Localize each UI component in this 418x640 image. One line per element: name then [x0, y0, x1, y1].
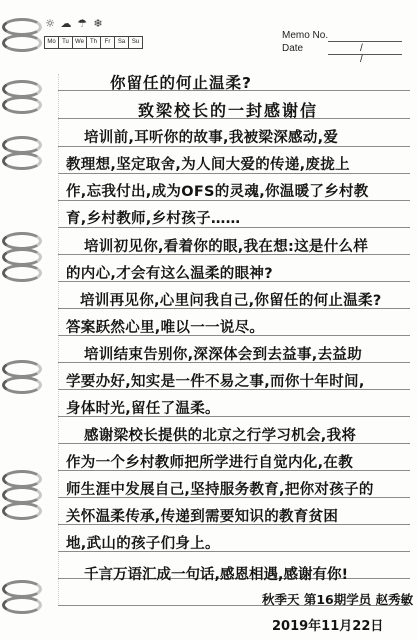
letter-line: 身体时光,留任了温柔。	[66, 401, 220, 417]
weekday-su: Su	[131, 39, 140, 45]
letter-line: 育,乡村教师,乡村孩子……	[66, 211, 241, 227]
letter-date: 2019年11月22日	[272, 619, 384, 634]
letter-line: 培训结束告别你,深深体会到去益事,去益助	[84, 347, 363, 363]
letter-title: 你留任的何止温柔?	[110, 74, 252, 92]
binder-ring	[2, 152, 42, 170]
weekday-we: We	[73, 37, 87, 48]
signature: 秋季天 第16期学员 赵秀敏	[262, 592, 414, 607]
sun-icon: ☼	[45, 17, 55, 30]
binder-ring	[2, 502, 42, 520]
letter-line: 作,忘我付出,成为OFS的灵魂,你温暖了乡村教	[66, 184, 369, 200]
letter-line: 感谢梁校长提供的北京之行学习机会,我将	[84, 428, 357, 444]
binder-ring	[2, 34, 42, 52]
binder-ring	[2, 96, 42, 114]
binder-ring	[2, 376, 42, 394]
memo-number-line	[328, 41, 402, 42]
memo-number-label: Memo No.	[282, 30, 329, 41]
letter-line: 答案跃然心里,唯以一一说尽。	[66, 320, 265, 336]
weekday-mo: Mo	[45, 37, 59, 48]
weekday-th: Th	[87, 37, 101, 48]
weekday-boxes	[44, 36, 143, 49]
weekday-fr: Fr	[101, 37, 115, 48]
date-label: Date	[282, 43, 304, 54]
letter-line: 培训前,耳听你的故事,我被梁深感动,爱	[84, 130, 339, 146]
letter-line: 关怀温柔传承,传递到需要知识的教育贫困	[66, 509, 339, 525]
letter-line: 地,武山的孩子们身上。	[66, 536, 220, 552]
letter-line: 培训初见你,看着你的眼,我在想:这是什么样	[84, 239, 369, 255]
date-row	[282, 43, 402, 65]
binder-ring	[2, 264, 42, 282]
letter-line: 作为一个乡村教师把所学进行自觉内化,在教	[66, 455, 354, 471]
letter-line: 学要办好,知实是一件不易之事,而你十年时间,	[66, 374, 365, 390]
letter-line: 的内心,才会有这么温柔的眼神?	[66, 266, 273, 282]
date-line	[328, 54, 402, 55]
snowflake-icon: ❄	[93, 17, 103, 30]
weekday-tu: Tu	[59, 37, 73, 48]
date-slashes: / /	[360, 43, 377, 65]
letter-line: 师生涯中发展自己,坚持服务教育,把你对孩子的	[66, 482, 374, 498]
weather-icons	[44, 18, 104, 30]
letter-subtitle: 致梁校长的一封感谢信	[138, 101, 319, 120]
memo-header	[282, 30, 402, 65]
cloud-icon: ☁	[60, 17, 72, 30]
weekday-sa: Sa	[115, 37, 129, 48]
binder-rings	[0, 0, 40, 640]
umbrella-icon: ☂	[77, 17, 87, 30]
letter-line: 教理想,坚定取舍,为人间大爱的传递,废拢上	[66, 157, 350, 173]
letter-line: 培训再见你,心里问我自己,你留任的何止温柔?	[80, 293, 382, 309]
memo-number-row	[282, 30, 402, 43]
binder-ring	[2, 596, 42, 614]
letter-closing: 千言万语汇成一句话,感恩相遇,感谢有你!	[84, 567, 349, 583]
